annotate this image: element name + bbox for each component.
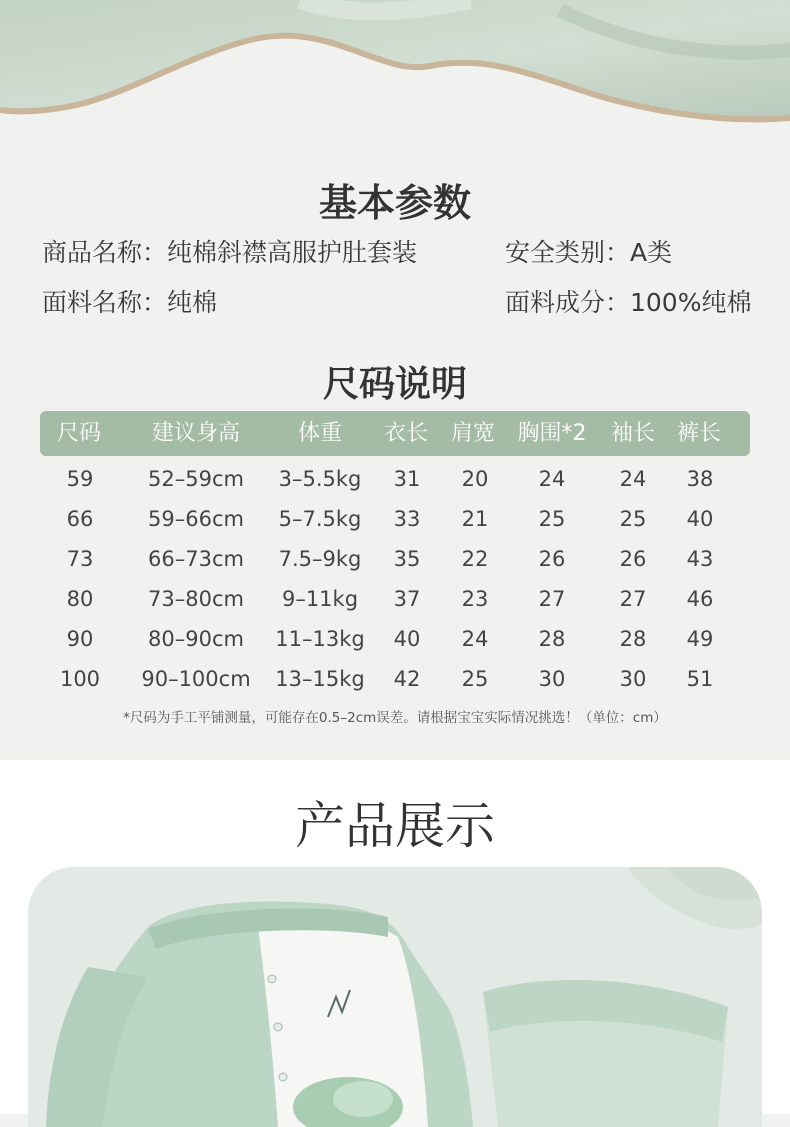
table-row: [0, 459, 790, 499]
header-chest: 胸围*2: [517, 421, 587, 446]
cell: 43: [686, 547, 714, 571]
cell: 11–13kg: [275, 627, 365, 651]
params-title: 基本参数: [318, 181, 471, 225]
cell: 20: [461, 467, 489, 491]
cell: 100: [59, 667, 101, 691]
table-row: [0, 659, 790, 699]
cell: 27: [619, 587, 647, 611]
cell: 9–11kg: [281, 587, 359, 611]
cell: 51: [686, 667, 714, 691]
header-length: 衣长: [383, 421, 429, 446]
header-size: 尺码: [56, 421, 102, 446]
cell: 80–90cm: [148, 627, 244, 651]
cell: 27: [538, 587, 566, 611]
table-row: [0, 499, 790, 539]
header-weight: 体重: [297, 421, 343, 446]
cell: 7.5–9kg: [278, 547, 362, 571]
cell: 73: [66, 547, 94, 571]
cell: 80: [66, 587, 94, 611]
cell: 46: [686, 587, 714, 611]
header-height: 建议身高: [151, 421, 241, 446]
cell: 28: [619, 627, 647, 651]
cell: 90–100cm: [141, 667, 251, 691]
cell: 23: [461, 587, 489, 611]
cell: 5–7.5kg: [278, 507, 362, 531]
cell: 26: [619, 547, 647, 571]
cell: 28: [538, 627, 566, 651]
cell: 25: [538, 507, 566, 531]
cell: 66–73cm: [148, 547, 244, 571]
size-note: *尺码为手工平铺测量，可能存在0.5–2cm误差。请根据宝宝实际情况挑选！（单位：cm）: [123, 710, 667, 726]
table-row: [0, 619, 790, 659]
fabric-name: 面料名称：纯棉: [42, 288, 218, 317]
cell: 90: [66, 627, 94, 651]
cell: 3–5.5kg: [278, 467, 362, 491]
cell: 40: [393, 627, 421, 651]
cell: 31: [393, 467, 421, 491]
size-table-header: [40, 411, 750, 456]
cell: 30: [619, 667, 647, 691]
cell: 59–66cm: [148, 507, 244, 531]
cell: 59: [66, 467, 94, 491]
cell: 37: [393, 587, 421, 611]
cell: 24: [619, 467, 647, 491]
cell: 26: [538, 547, 566, 571]
cell: 24: [461, 627, 489, 651]
header-pants: 裤长: [676, 421, 722, 446]
cell: 73–80cm: [148, 587, 244, 611]
table-row: [0, 579, 790, 619]
cell: 49: [686, 627, 714, 651]
cell: 24: [538, 467, 566, 491]
cell: 66: [66, 507, 94, 531]
safety-class: 安全类别：A类: [505, 238, 673, 267]
product-photo: [28, 867, 762, 1127]
header-shoulder: 肩宽: [450, 421, 496, 446]
cell: 25: [619, 507, 647, 531]
cell: 52–59cm: [148, 467, 244, 491]
size-title: 尺码说明: [322, 364, 467, 405]
showcase-title: 产品展示: [295, 797, 495, 855]
cell: 42: [393, 667, 421, 691]
cell: 21: [461, 507, 489, 531]
product-illustration: [28, 867, 762, 1127]
header-sleeve: 袖长: [610, 421, 656, 446]
table-row: [0, 539, 790, 579]
cell: 25: [461, 667, 489, 691]
cell: 40: [686, 507, 714, 531]
cell: 33: [393, 507, 421, 531]
fabric-content: 面料成分：100%纯棉: [505, 288, 752, 317]
cell: 30: [538, 667, 566, 691]
fabric-wave-banner: [0, 0, 790, 140]
product-name: 商品名称：纯棉斜襟高服护肚套装: [42, 238, 418, 267]
cell: 38: [686, 467, 714, 491]
cell: 35: [393, 547, 421, 571]
cell: 13–15kg: [275, 667, 365, 691]
cell: 22: [461, 547, 489, 571]
